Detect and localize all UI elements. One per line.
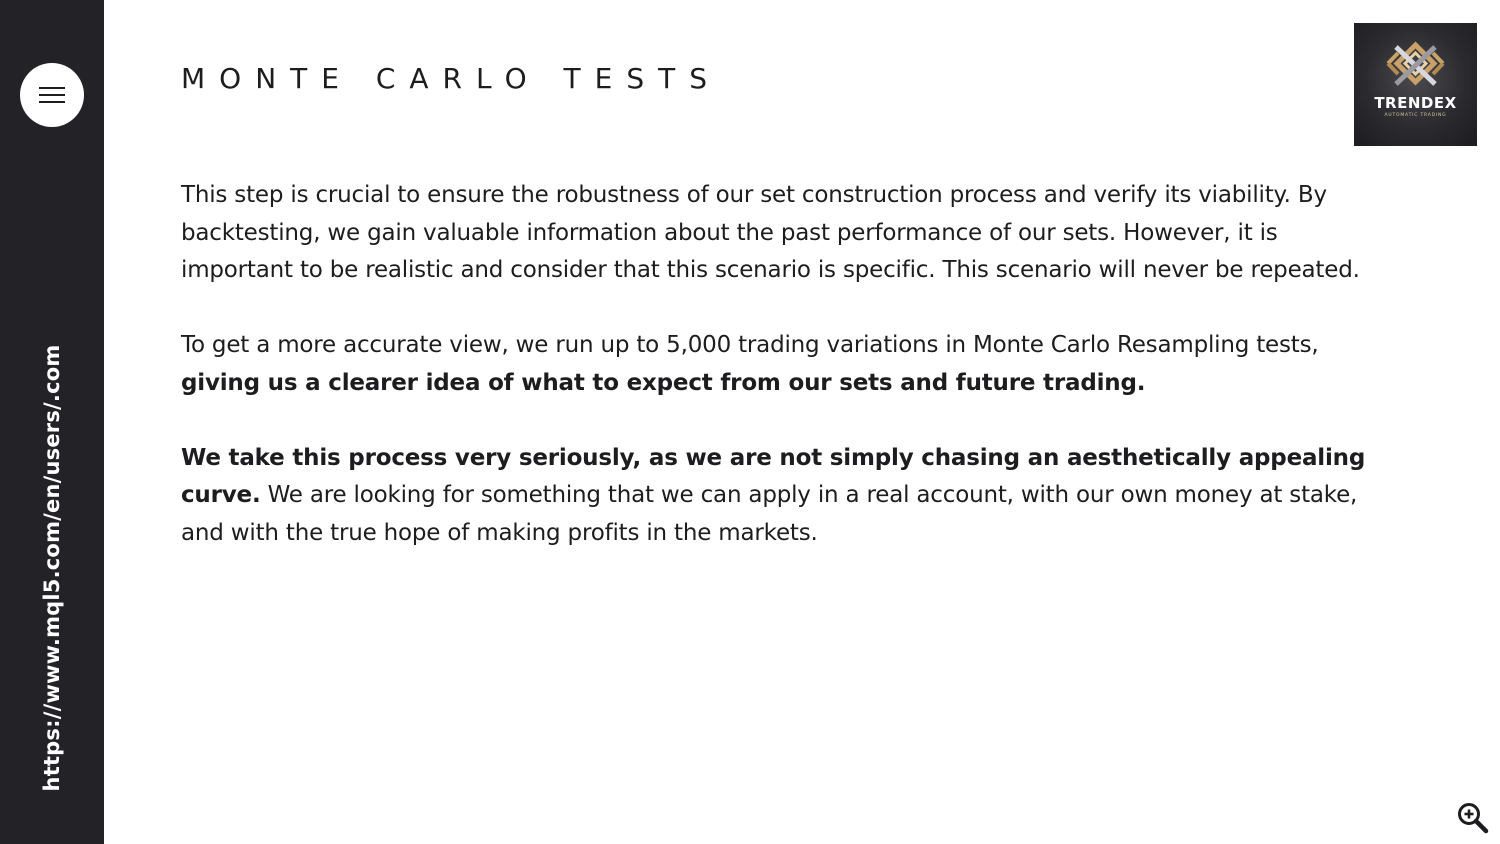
paragraph-1: This step is crucial to ensure the robustness of our set construction process and verify its viability. By backtesting, we gain valuable information about the past performance of our sets. However, it is important to be realistic and consider that this scenario is specific. This scenario will never be repeated. — [181, 182, 1360, 283]
page-title: MONTE CARLO TESTS — [181, 62, 721, 95]
logo-tagline: AUTOMATIC TRADING — [1384, 113, 1447, 118]
paragraph-3 — [181, 440, 1396, 553]
website-url-link[interactable]: https://www.mql5.com/en/users/.com — [40, 344, 64, 792]
paragraph-2-text: To get a more accurate view, we run up to 5,000 trading variations in Monte Carlo Resampling tests, — [181, 332, 1319, 358]
zoom-in-button[interactable] — [1456, 801, 1490, 835]
paragraph-3-text: We are looking for something that we can apply in a real account, with our own money at stake, and with the true hope of making profits in the markets. — [181, 482, 1358, 546]
logo-name: TRENDEX — [1374, 94, 1457, 112]
menu-button[interactable] — [20, 63, 84, 127]
trendex-logo — [1354, 23, 1477, 146]
zoom-in-icon — [1456, 801, 1490, 835]
sidebar — [0, 0, 104, 844]
paragraph-3-emphasis: We take this process very seriously, as we are not simply chasing an aesthetically appealing curve. — [181, 444, 1366, 508]
content-body — [181, 177, 1396, 590]
hamburger-menu-icon — [39, 85, 65, 105]
paragraph-2-emphasis: giving us a clearer idea of what to expect from our sets and future trading. — [181, 369, 1146, 396]
trendex-emblem-icon — [1354, 23, 1477, 146]
paragraph-2 — [181, 327, 1396, 402]
